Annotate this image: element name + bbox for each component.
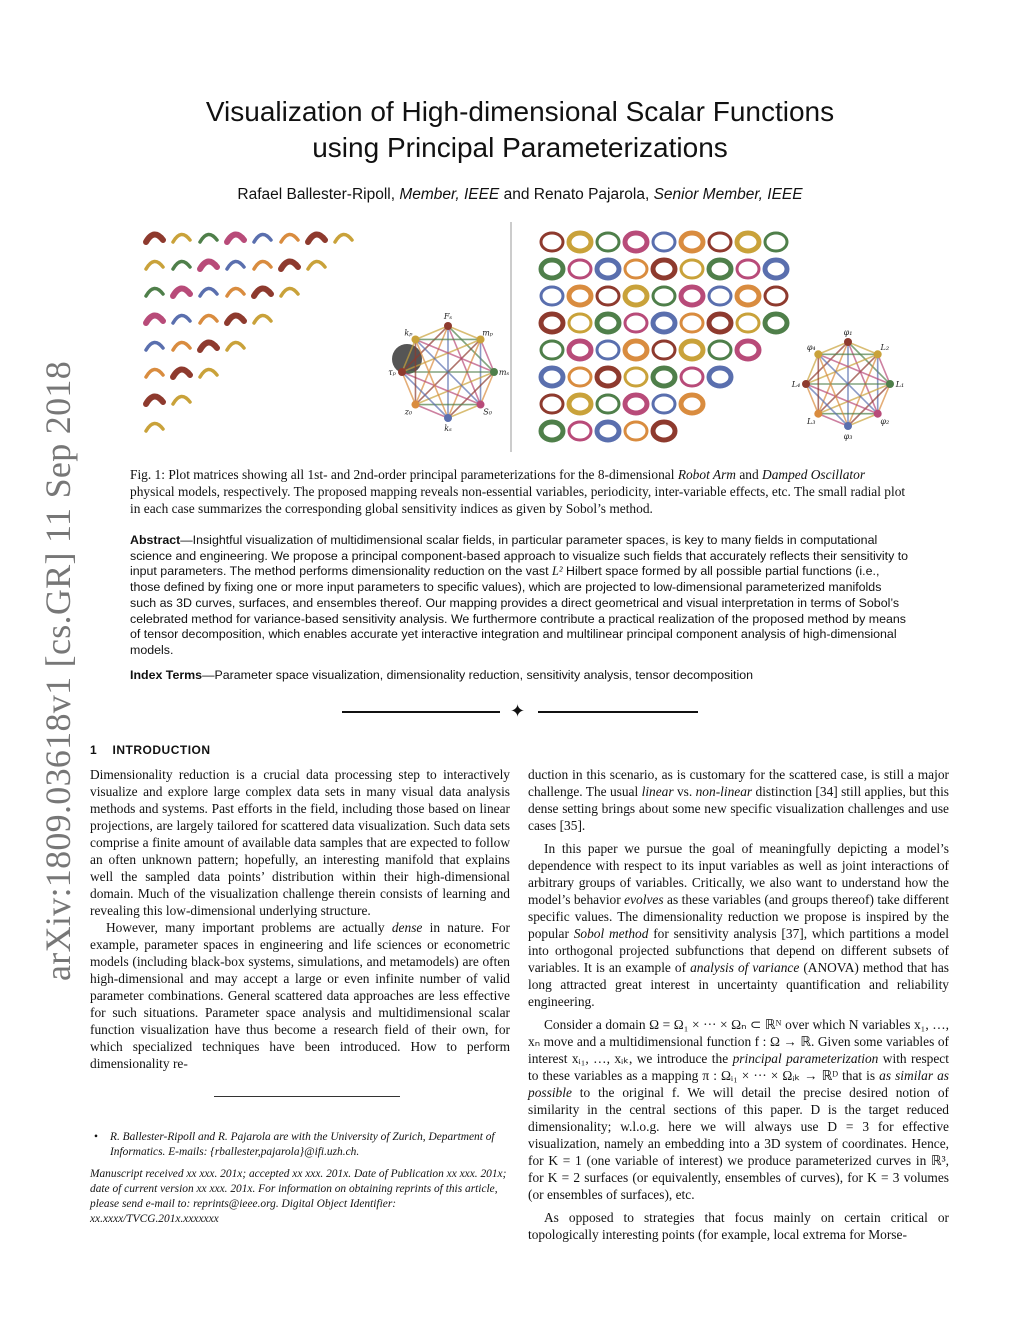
section-heading (90, 743, 211, 757)
caption-damped-oscillator: Damped Oscillator (762, 467, 866, 482)
caption-label: Fig. 1: (130, 467, 165, 482)
right-paragraph-1 (528, 766, 949, 834)
radial-label: L₃ (806, 416, 816, 426)
plot-glyph (709, 341, 731, 359)
plot-glyph (625, 260, 647, 278)
plot-glyph (541, 287, 563, 305)
abstract-l2-symbol: L² (551, 564, 563, 579)
plot-glyph (569, 260, 591, 278)
right-p3-text-1: Consider a domain Ω = Ω₁ × ··· × Ωₙ ⊂ ℝᴺ over which N variables x₁, …, xₙ move and a multidimensional function f : Ω → ℝ. Given some variables of interest xᵢ₁, …, xᵢₖ, we introduce the (528, 1017, 949, 1066)
radial-node (490, 368, 498, 376)
radial-label: L₄ (791, 380, 801, 389)
right-anova: analysis of variance (690, 960, 800, 975)
plot-glyph (709, 260, 731, 278)
title-line-2: using Principal Parameterizations (312, 132, 728, 163)
plot-glyph (173, 315, 190, 323)
right-paragraph-4: As opposed to strategies that focus mainly on certain critical or topologically interesting points (for example, local extrema for Morse- (528, 1210, 949, 1242)
plot-glyph (335, 234, 352, 242)
figure-1 (140, 222, 920, 462)
plot-glyph (625, 341, 647, 359)
plot-glyph (681, 314, 703, 332)
plot-glyph (227, 288, 244, 296)
plot-glyph (541, 422, 563, 440)
radial-label: φ₃ (843, 432, 853, 441)
plot-glyph (146, 234, 163, 242)
right-p2-text-3: for sensitivity analysis [37], which partitions a model into orthogonal projected subfunctions that depend on different subsets of variables. It is an example of (528, 926, 949, 975)
radial-label: φ₄ (806, 343, 816, 353)
author-2-name: Renato Pajarola, (533, 186, 650, 203)
radial-node (411, 401, 419, 409)
plot-glyph (541, 260, 563, 278)
plot-glyph (737, 314, 759, 332)
abstract-text-1: —Insightful visualization of multidimensional scalar fields, in particular parameter spaces, is key to many fields in computational science and engineering. We propose a principal component-based approach to visualize such fields that accurately reflects their sensitivity to input parameters. The method performs dimensionality reduction on the vast (130, 533, 909, 579)
author-line (130, 186, 910, 204)
plot-glyph (625, 233, 647, 251)
plot-glyph (146, 342, 163, 350)
right-p2-text-1: In this paper we pursue the goal of meaningfully depicting a model’s dependence with respect to its input variables as well as joint interactions of arbitrary groups of variables. Critically, we also want to understand how the model’s behavior (528, 841, 949, 907)
plot-glyph (308, 234, 325, 242)
radial-node (802, 380, 810, 388)
plot-glyph (173, 288, 190, 296)
right-p3-text-3: to the original f. We will detail the precise desired notion of similarity in the central sections of this paper. D is the target reduced dimensionality; w.l.o.g. here we will always use D = 3 for effective visualization, namely an embedding into a 3D system of coordinates. Hence, for K = 1 (one variable of interest) we produce parameterized curves in ℝ³, for K = 2 surfaces (or equivalently, ensembles of curves), for K = 3 volumes (or ensembles of surfaces), etc. (528, 1085, 949, 1202)
intro-dense: dense (391, 920, 423, 935)
plot-glyph (597, 233, 619, 251)
plot-glyph (541, 368, 563, 386)
radial-label: L₂ (880, 343, 890, 353)
plot-glyph (227, 342, 244, 350)
plot-glyph (709, 368, 731, 386)
plot-glyph (653, 233, 675, 251)
plot-glyph (765, 314, 787, 332)
section-title: INTRODUCTION (112, 743, 211, 757)
footnote-manuscript: Manuscript received xx xxx. 201x; accepted xx xxx. 201x. Date of Publication xx xxx. 201x; date of current version xx xxx. 201x. For information on obtaining reprints of this article, please send e-mail to: reprints@ieee.org. Digital Object Identifier: xx.xxxx/TVCG.201x.xxxxxxx (90, 1168, 507, 1225)
damped-oscillator-plot-matrix (541, 233, 787, 440)
plot-glyph (254, 288, 271, 296)
divider-symbol: ✦ (510, 701, 526, 722)
author-and: and (503, 186, 530, 203)
right-sobol-method: Sobol method (573, 926, 649, 941)
radial-node (398, 368, 406, 376)
plot-glyph (681, 260, 703, 278)
plot-glyph (625, 395, 647, 413)
right-paragraph-2 (528, 840, 949, 1010)
plot-glyph (681, 395, 703, 413)
footnote-affiliation: R. Ballester-Ripoll and R. Pajarola are with the University of Zurich, Department of Informatics. E-mails: {rballester,pajarola}@ifi.uzh.ch. (110, 1131, 495, 1158)
radial-label: kₛ (444, 424, 452, 433)
radial-node (411, 335, 419, 343)
intro-p2-text-1: However, many important problems are actually (106, 920, 385, 935)
radial-node (844, 338, 852, 346)
plot-glyph (173, 369, 190, 377)
plot-glyph (597, 368, 619, 386)
plot-glyph (146, 288, 163, 296)
radial-node (444, 322, 452, 330)
plot-glyph (227, 315, 244, 323)
intro-paragraph-1: Dimensionality reduction is a crucial data processing step to interactively visualize and explore large complex data sets in many visual data analysis methods and systems. Past efforts in the field, including those based on linear projections, are largely tailored for scattered data visualization. Such data sets comprise a finite amount of available data samples that are expected to follow an often unknown pattern; hopefully, an interesting manifold that explains well the sampled data points’ distribution within their high-dimensional domain. Much of the visualization challenge therein consists of learning and revealing this low-dimensional underlying structure. (90, 767, 510, 918)
robot-arm-radial-plot (388, 312, 509, 433)
index-terms-text: —Parameter space visualization, dimensionality reduction, sensitivity analysis, tensor decomposition (202, 668, 754, 682)
radial-label: z₀ (404, 407, 413, 417)
arxiv-stamp: arXiv:1809.03618v1 [cs.GR] 11 Sep 2018 (38, 360, 78, 981)
plot-glyph (653, 395, 675, 413)
plot-glyph (200, 288, 217, 296)
figure-caption (130, 466, 910, 517)
plot-glyph (173, 261, 190, 269)
plot-glyph (541, 314, 563, 332)
caption-and: and (739, 467, 759, 482)
plot-glyph (254, 234, 271, 242)
plot-glyph (653, 314, 675, 332)
intro-paragraph-2 (90, 919, 510, 1072)
abstract (130, 533, 910, 659)
plot-glyph (281, 261, 298, 269)
radial-label: L₁ (895, 380, 905, 389)
plot-glyph (681, 233, 703, 251)
plot-glyph (709, 287, 731, 305)
footnote (90, 1130, 510, 1227)
plot-glyph (681, 287, 703, 305)
plot-glyph (597, 395, 619, 413)
abstract-text-2: Hilbert space formed by all possible partial functions (i.e., those defined by fixing one or more input parameters to specific values), which are projected to low-dimensional parameterized manifolds such as 3D curves, surfaces, and ensembles thereof. Our mapping provides a direct geometrical and visual interpretation in terms of Sobol’s celebrated method for variance-based sensitivity analysis. We furthermore contribute a practical realization of the proposed method by means of tensor decomposition, which enables accurate yet interactive integration and multilinear principal component analysis of high-dimensional models. (130, 564, 906, 657)
radial-node (844, 422, 852, 430)
plot-glyph (765, 287, 787, 305)
plot-glyph (765, 233, 787, 251)
plot-glyph (569, 395, 591, 413)
plot-glyph (173, 396, 190, 404)
intro-p2-text-2: in nature. For example, parameter spaces in engineering and life sciences or econometric models (including black-box systems, simulations, and metamodels) are often high-dimensional and may accept a large or even infinite number of valid parameter combinations. General scattered data approaches are less effective for such situations. Parameter space analysis and multidimensional scalar function visualization have thus become a research field of their own, for which specialized techniques have been introduced. How to perform dimensionality re- (90, 920, 510, 1071)
footnote-rule (214, 1096, 400, 1097)
plot-glyph (737, 233, 759, 251)
radial-label: kₚ (404, 328, 413, 338)
right-linear: linear (641, 784, 674, 799)
section-divider (342, 702, 698, 722)
author-1-role: Member, IEEE (399, 186, 500, 203)
plot-glyph (653, 422, 675, 440)
plot-glyph (709, 314, 731, 332)
plot-glyph (146, 315, 163, 323)
radial-node (444, 414, 452, 422)
plot-glyph (597, 422, 619, 440)
plot-glyph (681, 368, 703, 386)
plot-glyph (737, 341, 759, 359)
plot-glyph (569, 233, 591, 251)
plot-glyph (173, 342, 190, 350)
right-nonlinear: non-linear (695, 784, 753, 799)
caption-robot-arm: Robot Arm (677, 467, 736, 482)
radial-label: φ₁ (843, 328, 853, 337)
right-p1-text-2: distinction [34] still applies, but this dense setting brings about some new specific visualization challenges and use cases [35]. (528, 784, 949, 833)
plot-glyph (569, 368, 591, 386)
plot-glyph (308, 261, 325, 269)
right-p1-text-1: duction in this scenario, as is customary for the scattered case, is still a major challenge. The usual (528, 767, 949, 799)
left-column (90, 766, 510, 1072)
plot-glyph (765, 260, 787, 278)
radial-node (814, 410, 822, 418)
plot-glyph (569, 422, 591, 440)
plot-glyph (200, 315, 217, 323)
plot-glyph (569, 314, 591, 332)
right-column (528, 766, 949, 1243)
radial-label: Fₛ (443, 312, 453, 321)
plot-glyph (653, 368, 675, 386)
radial-label: φ₂ (880, 416, 890, 426)
plot-glyph (146, 261, 163, 269)
section-number: 1 (90, 743, 98, 757)
plot-glyph (681, 341, 703, 359)
right-vs: vs. (676, 784, 693, 799)
plot-glyph (146, 369, 163, 377)
plot-glyph (597, 314, 619, 332)
plot-glyph (173, 234, 190, 242)
plot-glyph (709, 233, 731, 251)
plot-glyph (625, 314, 647, 332)
index-terms-label: Index Terms (130, 668, 203, 682)
author-2-role: Senior Member, IEEE (653, 186, 803, 203)
plot-glyph (200, 342, 217, 350)
plot-glyph (597, 260, 619, 278)
damped-oscillator-radial-plot (791, 328, 905, 441)
plot-glyph (146, 396, 163, 404)
abstract-label: Abstract (130, 533, 181, 547)
radial-node (886, 380, 894, 388)
plot-glyph (541, 341, 563, 359)
right-paragraph-3 (528, 1016, 949, 1203)
index-terms (130, 668, 910, 682)
plot-glyph (200, 369, 217, 377)
author-1-name: Rafael Ballester-Ripoll, (237, 186, 396, 203)
right-as-similar: as similar as possible (528, 1068, 949, 1100)
right-p2-text-4: (ANOVA) method that has long attracted great interest in uncertainty quantification and reliability engineering. (528, 960, 950, 1009)
plot-glyph (737, 287, 759, 305)
radial-label: τₚ (388, 368, 396, 377)
caption-text-1: Plot matrices showing all 1st- and 2nd-order principal parameterizations for the 8-dimensional (168, 467, 675, 482)
plot-glyph (254, 261, 271, 269)
plot-glyph (541, 395, 563, 413)
radial-label: S₀ (483, 407, 492, 417)
plot-glyph (227, 261, 244, 269)
plot-glyph (737, 260, 759, 278)
radial-label: mₚ (482, 328, 493, 338)
paper-title (130, 94, 910, 166)
title-line-1: Visualization of High-dimensional Scalar Functions (205, 96, 835, 127)
right-p3-text-2: with respect to these variables as a mapping π : Ωᵢ₁ × ··· × Ωᵢₖ → ℝᴰ that is (528, 1051, 949, 1083)
plot-glyph (569, 341, 591, 359)
plot-glyph (200, 261, 217, 269)
plot-glyph (541, 233, 563, 251)
plot-glyph (597, 287, 619, 305)
footnote-bullet: • (94, 1131, 98, 1143)
plot-glyph (653, 260, 675, 278)
plot-glyph (625, 422, 647, 440)
robot-arm-plot-matrix (146, 234, 352, 431)
plot-glyph (254, 315, 271, 323)
plot-glyph (653, 341, 675, 359)
plot-glyph (569, 287, 591, 305)
radial-label: mₛ (498, 368, 510, 377)
plot-glyph (281, 288, 298, 296)
plot-glyph (597, 341, 619, 359)
plot-glyph (625, 368, 647, 386)
right-principal-parameterization: principal parameterization (732, 1051, 879, 1066)
right-p2-text-2: as these variables (and groups thereof) take different specific values. The dimensionality reduction we propose is inspired by the popular (528, 892, 949, 941)
right-evolves: evolves (624, 892, 664, 907)
plot-glyph (200, 234, 217, 242)
plot-glyph (653, 287, 675, 305)
plot-glyph (146, 423, 163, 431)
plot-glyph (227, 234, 244, 242)
plot-glyph (281, 234, 298, 242)
plot-glyph (625, 287, 647, 305)
caption-text-2: physical models, respectively. The proposed mapping reveals non-essential variables, periodicity, inter-variable effects, etc. The small radial plot in each case summarizes the corresponding global sensitivity indices as given by Sobol’s method. (130, 484, 906, 516)
